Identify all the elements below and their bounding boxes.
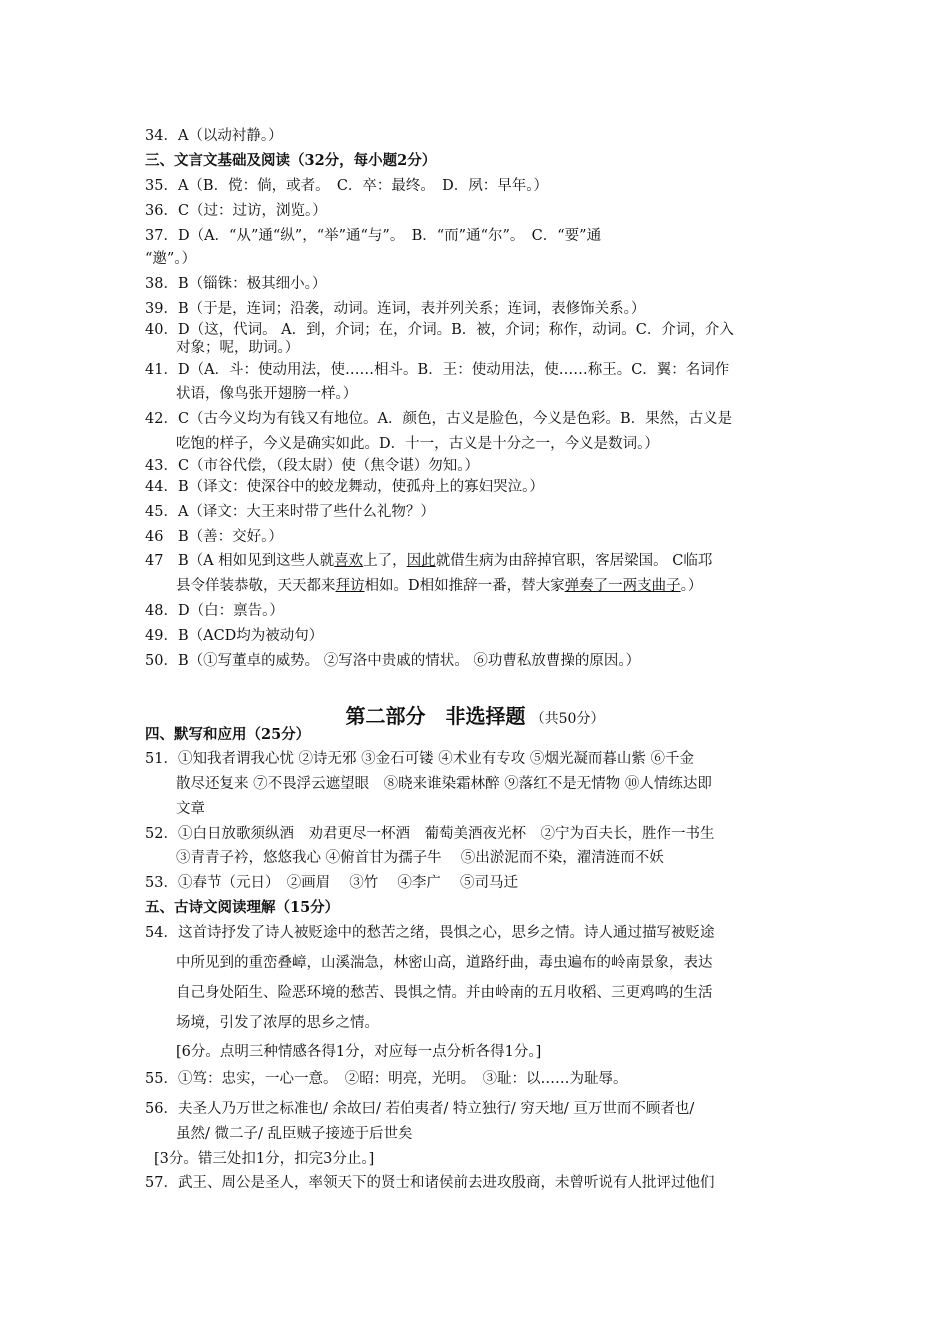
answer-56-line1: 56．夫圣人乃万世之标准也/ 余故曰/ 若伯夷者/ 特立独行/ 穷天地/ 亘万世而不顾者也/ [145,1101,695,1117]
answer-47-text: 相如。D相如推辞一番，替大家 [364,578,565,594]
answer-45: 45．A（译文：大王来时带了些什么礼物？） [145,504,435,520]
answer-56-line2: 虽然/ 微二子/ 乱臣贼子接迹于后世矣 [176,1126,413,1142]
answer-52-line2: ③青青子衿，悠悠我心 ④俯首甘为孺子牛 ⑤出淤泥而不染，濯清涟而不妖 [176,850,664,866]
answer-36: 36．C（过：过访，浏览。） [145,203,327,219]
part-2-title [0,700,950,729]
answer-44: 44．B（译文：使深谷中的蛟龙舞动，使孤舟上的寡妇哭泣。） [145,479,544,495]
part-2-heading: 第二部分 非选择题 [345,704,526,728]
underlined-phrase: 拜访 [335,578,365,594]
answer-46: 46 B（善：交好。） [145,529,283,545]
answer-50: 50．B（①写董卓的威势。 ②写洛中贵戚的情状。 ⑥功曹私放曹操的原因。） [145,653,641,669]
answer-40-line1: 40．D（这，代词。 A．到，介词；在，介词。B．被，介词；称作，动词。C．介词，介入 [145,322,734,338]
answer-42-line1: 42．C（古今义均为有钱又有地位。A．颜色，古义是脸色，今义是色彩。B．果然，古义是 [145,411,733,427]
answer-39: 39．B（于是，连词；沿袭，动词。连词，表并列关系；连词，表修饰关系。） [145,301,646,317]
answer-35: 35．A（B．傥：倘，或者。 C．卒：最终。 D．夙：早年。） [145,178,549,194]
answer-47-line1 [145,551,712,571]
answer-47-line2 [176,576,702,596]
answer-41-line1: 41．D（A．斗：使动用法，使……相斗。B．王：使动用法，使……称王。C．翼：名词作 [145,362,730,378]
answer-53: 53．①春节（元日） ②画眉 ③竹 ④李广 ⑤司马迁 [145,875,519,891]
answer-42-line2: 吃饱的样子，今义是确实如此。D．十一，古义是十分之一，今义是数词。） [176,436,659,452]
section-3-heading: 三、文言文基础及阅读（32分，每小题2分） [145,152,437,169]
answer-54-line2: 中所见到的重峦叠嶂，山溪湍急，林密山高，道路纡曲，毒虫遍布的岭南景象，表达 [176,955,713,971]
section-5-heading: 五、古诗文阅读理解（15分） [145,899,340,916]
answer-54-line1: 54．这首诗抒发了诗人被贬途中的愁苦之绪，畏惧之心，思乡之情。诗人通过描写被贬途 [145,925,715,941]
answer-37-line1: 37．D（A．“从”通“纵”，“举”通“与”。 B．“而”通“尔”。 C．“要”通 [145,228,602,244]
answer-40-line2: 对象；呢，助词。） [176,340,300,356]
answer-51-line2: 散尽还复来 ⑦不畏浮云遮望眼 ⑧晓来谁染霜林醉 ⑨落红不是无情物 ⑩人情练达即 [176,776,712,792]
section-4-heading: 四、默写和应用（25分） [145,726,311,743]
part-2-score: （共50分） [530,711,605,727]
answer-56-scoring: [3分。错三处扣1分，扣完3分止。] [154,1151,375,1167]
answer-47-text: 上了， [363,553,407,569]
answer-47-text: 。） [680,578,703,594]
underlined-phrase: 因此 [406,553,436,569]
answer-38: 38．B（锱铢：极其细小。） [145,276,327,292]
answer-49: 49．B（ACD均为被动句） [145,628,324,644]
answer-43: 43．C（市谷代偿，（段太尉）使（焦令谌）勿知。） [145,458,480,474]
answer-54-scoring: [6分。点明三种情感各得1分，对应每一点分析各得1分。] [176,1044,542,1060]
answer-57-line1: 57．武王、周公是圣人，率领天下的贤士和诸侯前去进攻殷商，未曾听说有人批评过他们 [145,1175,715,1191]
answer-55: 55．①笃：忠实，一心一意。 ②昭：明亮，光明。 ③耻：以……为耻辱。 [145,1071,628,1087]
underlined-phrase: 弹奏了一两支曲子 [564,578,681,594]
answer-37-line2: “邀”。） [145,251,197,267]
answer-34: 34．A（以动衬静。） [145,128,283,144]
answer-47-text: 县令佯装恭敬，天天都来 [176,578,336,594]
answer-47-text: 47 B（A 相如见到这些人就 [145,553,335,569]
answer-51-line1: 51．①知我者谓我心忧 ②诗无邪 ③金石可镂 ④术业有专攻 ⑤烟光凝而暮山紫 ⑥千金 [145,751,694,767]
answer-54-line4: 场境，引发了浓厚的思乡之情。 [176,1015,379,1031]
answer-47-text: 就借生病为由辞掉官职，客居梁国。 C临邛 [435,553,713,569]
answer-54-line3: 自己身处陌生、险恶环境的愁苦、畏惧之情。并由岭南的五月收稻、三更鸡鸣的生活 [176,985,713,1001]
answer-51-line3: 文章 [176,801,205,817]
answer-52-line1: 52．①白日放歌须纵酒 劝君更尽一杯酒 葡萄美酒夜光杯 ②宁为百夫长，胜作一书生 [145,826,715,842]
underlined-phrase: 喜欢 [334,553,364,569]
answer-48: 48．D（白：禀告。） [145,603,284,619]
answer-41-line2: 状语，像鸟张开翅膀一样。） [176,386,358,402]
